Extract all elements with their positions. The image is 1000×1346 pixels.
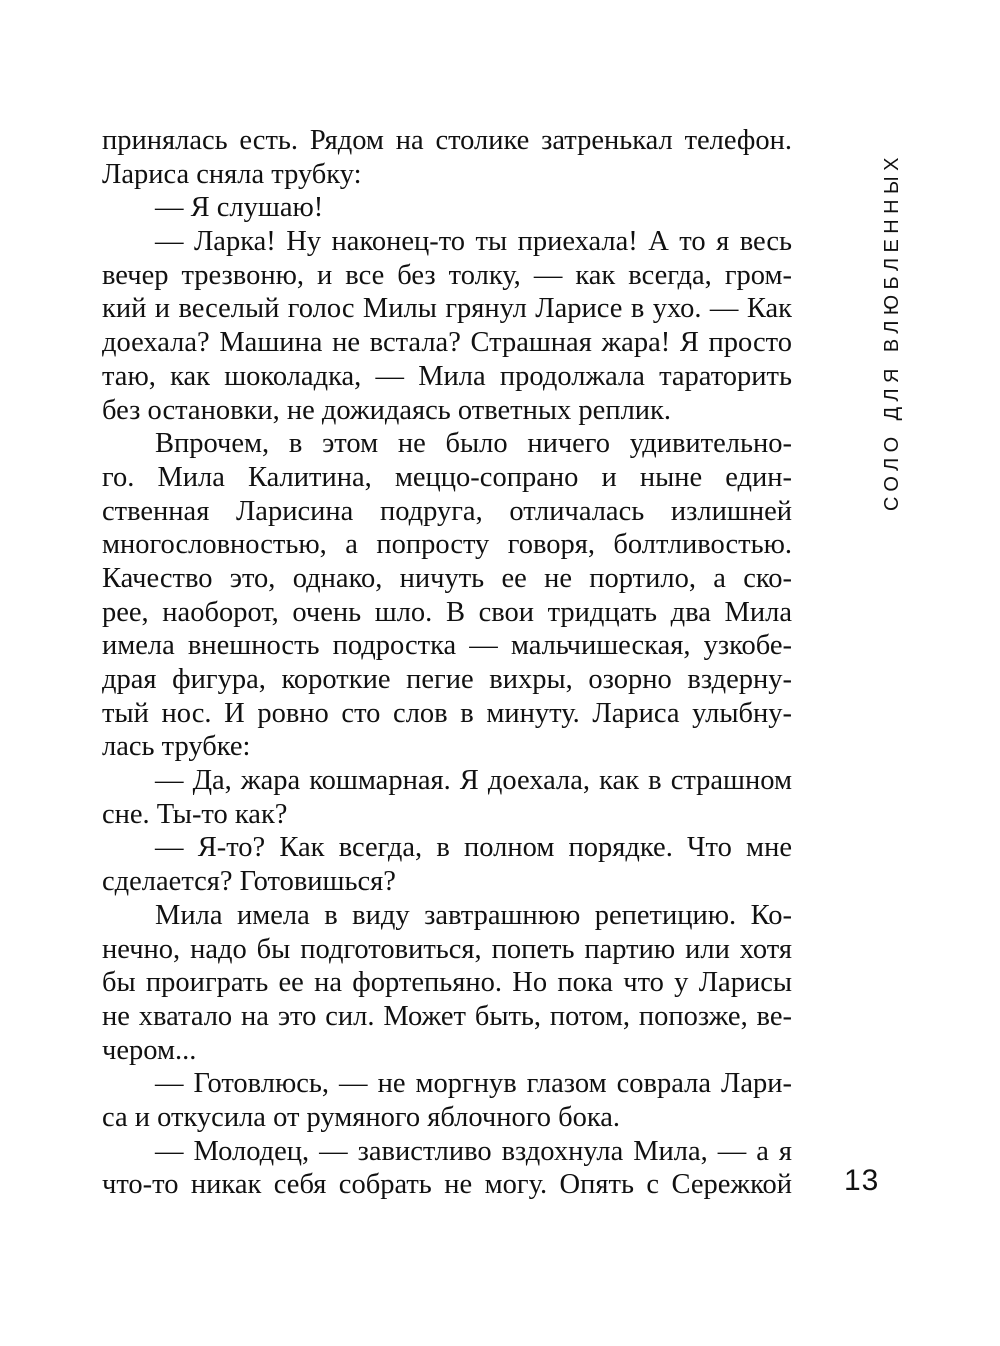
running-title: СОЛО ДЛЯ ВЛЮБЛЕННЫХ (881, 152, 903, 512)
text-line: — Я-то? Как всегда, в полном порядке. Что мне (155, 832, 792, 864)
text-line: рее, наоборот, очень шло. В свои тридцать два Мила (102, 596, 792, 628)
text-line: нечно, надо бы подготовиться, попеть партию или хотя (102, 933, 792, 965)
text-line: драя фигура, короткие пегие вихры, озорно вздерну- (102, 664, 792, 695)
text-line: — Да, жара кошмарная. Я доехала, как в страшном (155, 765, 792, 797)
text-line: тый нос. И ровно сто слов в минуту. Лариса улыбну- (102, 697, 792, 729)
text-line: бы проиграть ее на фортепьяно. Но пока что у Ларисы (102, 967, 792, 999)
text-line: имела внешность подростка — мальчишеская, узкобе- (102, 630, 792, 662)
text-line: лась трубке: (102, 731, 251, 763)
text-line: го. Мила Калитина, меццо-сопрано и ныне един- (102, 461, 792, 493)
body-text (102, 124, 792, 1202)
text-line: сделается? Готовишься? (102, 866, 396, 898)
text-line: — Молодец, — завистливо вздохнула Мила, — а я (155, 1135, 792, 1167)
text-line: таю, как шоколадка, — Мила продолжала тараторить (102, 360, 792, 392)
text-line: вечер трезвоню, и все без толку, — как всегда, гром- (102, 259, 792, 291)
text-line: Впрочем, в этом не было ничего удивительно- (155, 428, 792, 460)
text-line: са и откусила от румяного яблочного бока. (102, 1101, 621, 1133)
text-line: сне. Ты-то как? (102, 798, 288, 830)
text-line: — Готовлюсь, — не моргнув глазом соврала Лари- (155, 1068, 792, 1100)
text-line: ственная Ларисина подруга, отличалась излишней (102, 495, 792, 527)
text-line: чером... (102, 1034, 197, 1066)
text-line: Лариса сняла трубку: (102, 158, 362, 190)
text-line: принялась есть. Рядом на столике затренькал телефон. (102, 125, 792, 156)
text-line: многословностью, а попросту говоря, болтливостью. (102, 529, 792, 561)
text-line: что-то никак себя собрать не могу. Опять с Сережкой (102, 1169, 792, 1201)
text-line: доехала? Машина не встала? Страшная жара! Я просто (102, 327, 792, 359)
text-line: Мила имела в виду завтрашнюю репетицию. Ко- (155, 899, 792, 931)
text-line: — Ларка! Ну наконец-то ты приехала! А то я весь (155, 226, 792, 258)
text-line: без остановки, не дожидаясь ответных реплик. (102, 394, 672, 426)
text-line: — Я слушаю! (155, 192, 324, 224)
text-line: кий и веселый голос Милы грянул Ларисе в ухо. — Как (102, 293, 792, 325)
text-line: не хватало на это сил. Может быть, потом, попозже, ве- (102, 1000, 792, 1032)
text-line: Качество это, однако, ничуть ее не портило, а ско- (102, 562, 792, 594)
page-number: 13 (844, 1164, 880, 1197)
